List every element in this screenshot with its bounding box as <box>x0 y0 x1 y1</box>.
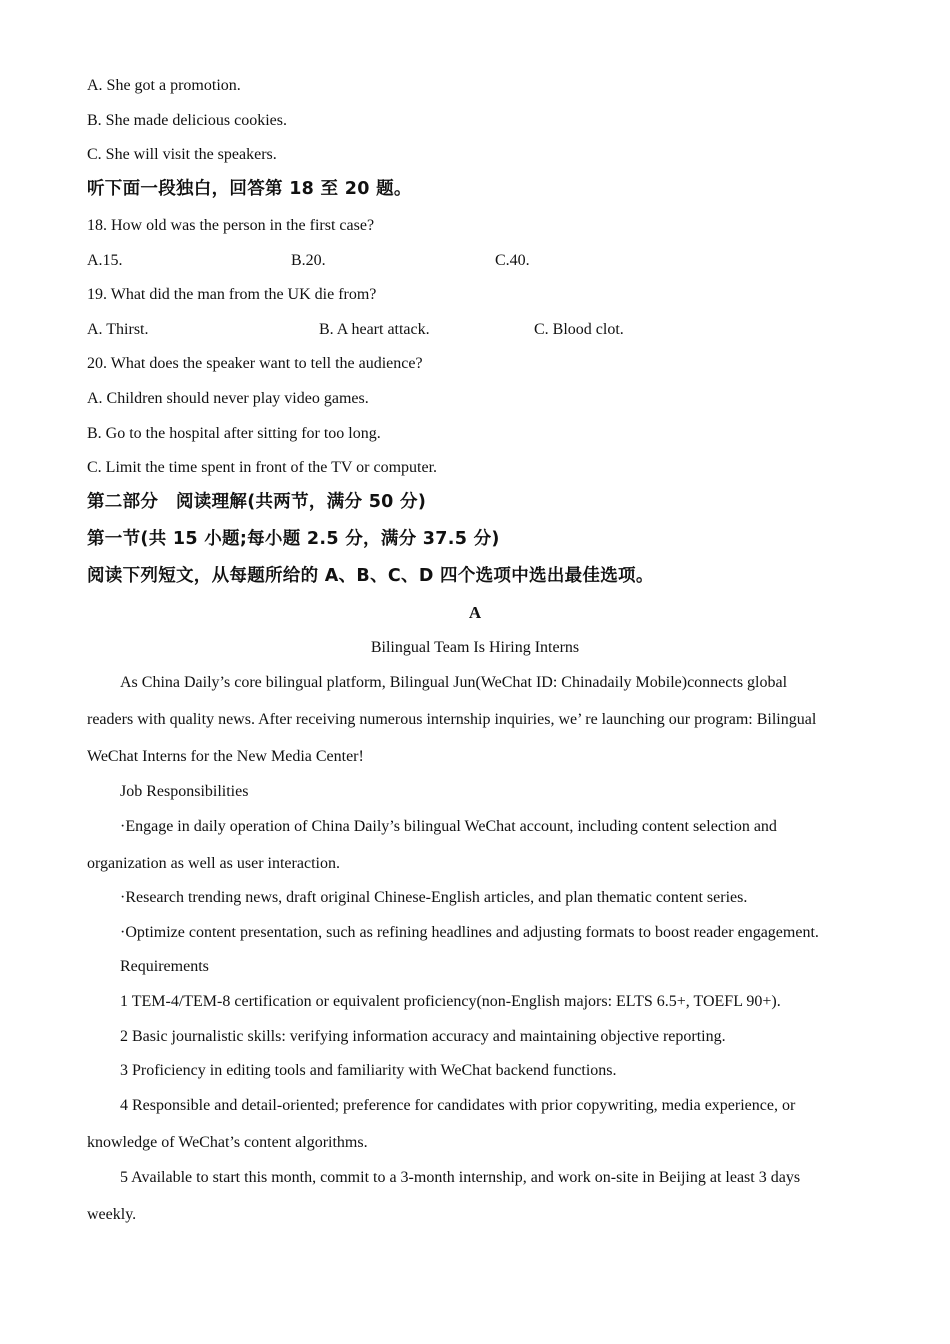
requirement-5-line-2: weekly. <box>87 1206 137 1223</box>
responsibilities-heading: Job Responsibilities <box>120 783 249 800</box>
requirement-4-line-1: 4 Responsible and detail-oriented; preference for candidates with prior copywriting, media experience, or <box>120 1097 796 1114</box>
q20-question: 20. What does the speaker want to tell the audience? <box>87 355 423 372</box>
requirement-4-line-2: knowledge of WeChat’s content algorithms. <box>87 1134 368 1151</box>
intro-line-1: As China Daily’s core bilingual platform, Bilingual Jun(WeChat ID: Chinadaily Mobile)connects global <box>120 674 788 691</box>
section1-heading: 第一节(共 15 小题;每小题 2.5 分，满分 37.5 分) <box>87 529 500 549</box>
responsibility-1-line-1: ·Engage in daily operation of China Daily’s bilingual WeChat account, including content selection and <box>120 818 777 835</box>
passage-letter: A <box>468 603 482 622</box>
intro-line-2: readers with quality news. After receiving numerous internship inquiries, we’ re launching our program: Bilingual <box>87 711 817 728</box>
q18-question: 18. How old was the person in the first case? <box>87 217 375 234</box>
q17-option-c: C. She will visit the speakers. <box>87 146 277 163</box>
q20-option-a: A. Children should never play video games. <box>87 390 369 407</box>
intro-line-3: WeChat Interns for the New Media Center! <box>87 748 364 765</box>
q19-option-c: C. Blood clot. <box>534 321 624 338</box>
q19-option-b: B. A heart attack. <box>319 321 430 338</box>
q20-option-b: B. Go to the hospital after sitting for too long. <box>87 425 381 442</box>
requirement-3: 3 Proficiency in editing tools and familiarity with WeChat backend functions. <box>120 1062 617 1079</box>
q19-option-a: A. Thirst. <box>87 321 149 338</box>
q18-option-a: A.15. <box>87 252 123 269</box>
q17-option-a: A. She got a promotion. <box>87 77 241 94</box>
q17-option-b: B. She made delicious cookies. <box>87 112 287 129</box>
requirement-1: 1 TEM-4/TEM-8 certification or equivalent proficiency(non-English majors: ELTS 6.5+, TOEFL 90+). <box>120 993 781 1010</box>
q18-option-b: B.20. <box>291 252 326 269</box>
q20-option-c: C. Limit the time spent in front of the TV or computer. <box>87 459 438 476</box>
requirement-5-line-1: 5 Available to start this month, commit to a 3-month internship, and work on-site in Beijing at least 3 days <box>120 1169 801 1186</box>
reading-instruction: 阅读下列短文，从每题所给的 A、B、C、D 四个选项中选出最佳选项。 <box>87 566 654 586</box>
requirements-heading: Requirements <box>120 958 209 975</box>
requirement-2: 2 Basic journalistic skills: verifying information accuracy and maintaining objective reporting. <box>120 1028 726 1045</box>
responsibility-3: ·Optimize content presentation, such as refining headlines and adjusting formats to boost reader engagement. <box>120 924 819 941</box>
monologue-instruction: 听下面一段独白，回答第 18 至 20 题。 <box>87 179 412 199</box>
q18-option-c: C.40. <box>495 252 530 269</box>
part2-heading: 第二部分 阅读理解(共两节，满分 50 分) <box>87 492 427 512</box>
q19-question: 19. What did the man from the UK die from? <box>87 286 377 303</box>
passage-title: Bilingual Team Is Hiring Interns <box>370 639 580 656</box>
responsibility-1-line-2: organization as well as user interaction. <box>87 855 340 872</box>
responsibility-2: ·Research trending news, draft original Chinese-English articles, and plan thematic content series. <box>120 889 748 906</box>
